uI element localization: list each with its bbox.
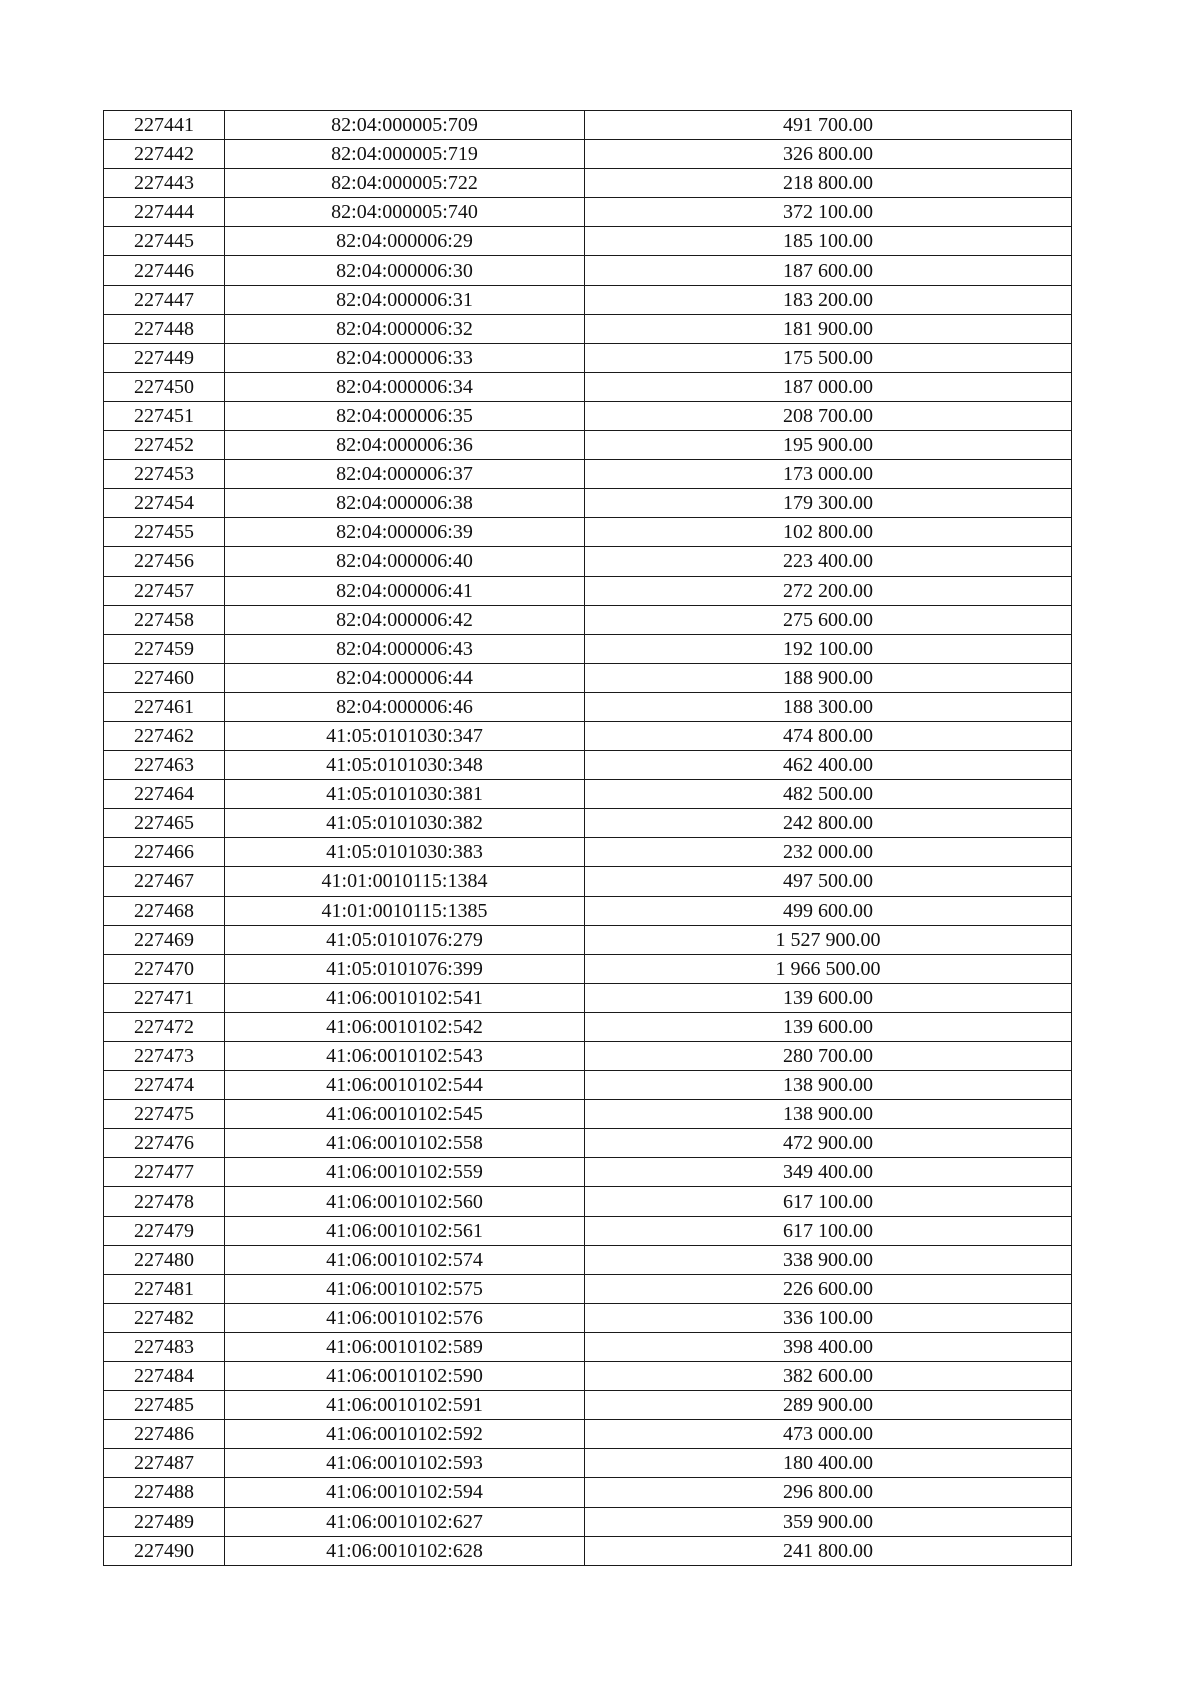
table-row	[104, 634, 1072, 663]
table-row	[104, 1012, 1072, 1041]
row-number-cell: 227456	[104, 547, 225, 576]
row-number-cell: 227472	[104, 1012, 225, 1041]
table-row	[104, 489, 1072, 518]
row-number-cell: 227459	[104, 634, 225, 663]
row-number-cell: 227470	[104, 954, 225, 983]
row-number-cell: 227489	[104, 1507, 225, 1536]
table-row	[104, 1420, 1072, 1449]
row-number-cell: 227458	[104, 605, 225, 634]
row-number-cell: 227477	[104, 1158, 225, 1187]
row-number-cell: 227481	[104, 1274, 225, 1303]
value-cell: 272 200.00	[585, 576, 1072, 605]
row-number-cell: 227479	[104, 1216, 225, 1245]
value-cell: 208 700.00	[585, 401, 1072, 430]
table-row	[104, 431, 1072, 460]
value-cell: 472 900.00	[585, 1129, 1072, 1158]
cadastral-number-cell: 41:06:0010102:561	[225, 1216, 585, 1245]
row-number-cell: 227448	[104, 314, 225, 343]
table-body	[104, 111, 1072, 1566]
cadastral-number-cell: 41:05:0101030:381	[225, 780, 585, 809]
cadastral-number-cell: 82:04:000006:46	[225, 692, 585, 721]
value-cell: 185 100.00	[585, 227, 1072, 256]
cadastral-number-cell: 41:06:0010102:628	[225, 1536, 585, 1565]
cadastral-number-cell: 41:06:0010102:542	[225, 1012, 585, 1041]
row-number-cell: 227480	[104, 1245, 225, 1274]
row-number-cell: 227476	[104, 1129, 225, 1158]
cadastral-number-cell: 82:04:000006:29	[225, 227, 585, 256]
table-row	[104, 809, 1072, 838]
cadastral-number-cell: 82:04:000005:709	[225, 111, 585, 140]
cadastral-number-cell: 82:04:000005:719	[225, 140, 585, 169]
row-number-cell: 227445	[104, 227, 225, 256]
value-cell: 241 800.00	[585, 1536, 1072, 1565]
value-cell: 491 700.00	[585, 111, 1072, 140]
data-table	[103, 110, 1072, 1566]
table-row	[104, 111, 1072, 140]
row-number-cell: 227463	[104, 751, 225, 780]
row-number-cell: 227478	[104, 1187, 225, 1216]
table-row	[104, 1071, 1072, 1100]
table-row	[104, 1245, 1072, 1274]
value-cell: 1 527 900.00	[585, 925, 1072, 954]
table-row	[104, 1332, 1072, 1361]
value-cell: 398 400.00	[585, 1332, 1072, 1361]
table-row	[104, 198, 1072, 227]
row-number-cell: 227474	[104, 1071, 225, 1100]
value-cell: 372 100.00	[585, 198, 1072, 227]
value-cell: 192 100.00	[585, 634, 1072, 663]
row-number-cell: 227482	[104, 1303, 225, 1332]
value-cell: 482 500.00	[585, 780, 1072, 809]
row-number-cell: 227455	[104, 518, 225, 547]
value-cell: 359 900.00	[585, 1507, 1072, 1536]
row-number-cell: 227487	[104, 1449, 225, 1478]
table-row	[104, 1303, 1072, 1332]
cadastral-number-cell: 82:04:000005:722	[225, 169, 585, 198]
value-cell: 218 800.00	[585, 169, 1072, 198]
value-cell: 242 800.00	[585, 809, 1072, 838]
table-row	[104, 1274, 1072, 1303]
row-number-cell: 227462	[104, 721, 225, 750]
cadastral-number-cell: 82:04:000006:34	[225, 372, 585, 401]
value-cell: 326 800.00	[585, 140, 1072, 169]
row-number-cell: 227468	[104, 896, 225, 925]
row-number-cell: 227443	[104, 169, 225, 198]
table-row	[104, 343, 1072, 372]
row-number-cell: 227469	[104, 925, 225, 954]
cadastral-number-cell: 41:06:0010102:560	[225, 1187, 585, 1216]
value-cell: 138 900.00	[585, 1100, 1072, 1129]
table-row	[104, 1216, 1072, 1245]
table-row	[104, 227, 1072, 256]
table-row	[104, 1100, 1072, 1129]
cadastral-number-cell: 82:04:000006:32	[225, 314, 585, 343]
table-row	[104, 1391, 1072, 1420]
table-row	[104, 460, 1072, 489]
row-number-cell: 227488	[104, 1478, 225, 1507]
cadastral-number-cell: 82:04:000006:41	[225, 576, 585, 605]
table-row	[104, 954, 1072, 983]
cadastral-number-cell: 41:06:0010102:594	[225, 1478, 585, 1507]
value-cell: 289 900.00	[585, 1391, 1072, 1420]
row-number-cell: 227441	[104, 111, 225, 140]
cadastral-number-cell: 41:05:0101030:348	[225, 751, 585, 780]
table-row	[104, 140, 1072, 169]
value-cell: 232 000.00	[585, 838, 1072, 867]
table-row	[104, 1187, 1072, 1216]
cadastral-number-cell: 82:04:000006:40	[225, 547, 585, 576]
value-cell: 499 600.00	[585, 896, 1072, 925]
row-number-cell: 227486	[104, 1420, 225, 1449]
value-cell: 183 200.00	[585, 285, 1072, 314]
cadastral-number-cell: 82:04:000005:740	[225, 198, 585, 227]
row-number-cell: 227461	[104, 692, 225, 721]
cadastral-number-cell: 41:05:0101030:347	[225, 721, 585, 750]
table-row	[104, 1449, 1072, 1478]
row-number-cell: 227460	[104, 663, 225, 692]
cadastral-number-cell: 41:06:0010102:627	[225, 1507, 585, 1536]
value-cell: 497 500.00	[585, 867, 1072, 896]
cadastral-number-cell: 82:04:000006:31	[225, 285, 585, 314]
row-number-cell: 227442	[104, 140, 225, 169]
table-row	[104, 605, 1072, 634]
table-row	[104, 1042, 1072, 1071]
table-row	[104, 692, 1072, 721]
cadastral-number-cell: 41:01:0010115:1385	[225, 896, 585, 925]
table-row	[104, 256, 1072, 285]
table-row	[104, 285, 1072, 314]
value-cell: 173 000.00	[585, 460, 1072, 489]
value-cell: 1 966 500.00	[585, 954, 1072, 983]
cadastral-number-cell: 82:04:000006:30	[225, 256, 585, 285]
value-cell: 617 100.00	[585, 1216, 1072, 1245]
row-number-cell: 227467	[104, 867, 225, 896]
cadastral-number-cell: 41:05:0101030:382	[225, 809, 585, 838]
table-row	[104, 721, 1072, 750]
cadastral-number-cell: 41:06:0010102:589	[225, 1332, 585, 1361]
table-row	[104, 925, 1072, 954]
row-number-cell: 227452	[104, 431, 225, 460]
cadastral-number-cell: 41:06:0010102:544	[225, 1071, 585, 1100]
cadastral-number-cell: 41:06:0010102:558	[225, 1129, 585, 1158]
value-cell: 223 400.00	[585, 547, 1072, 576]
row-number-cell: 227457	[104, 576, 225, 605]
row-number-cell: 227451	[104, 401, 225, 430]
row-number-cell: 227465	[104, 809, 225, 838]
cadastral-number-cell: 82:04:000006:36	[225, 431, 585, 460]
row-number-cell: 227447	[104, 285, 225, 314]
value-cell: 139 600.00	[585, 1012, 1072, 1041]
row-number-cell: 227454	[104, 489, 225, 518]
value-cell: 102 800.00	[585, 518, 1072, 547]
value-cell: 349 400.00	[585, 1158, 1072, 1187]
value-cell: 180 400.00	[585, 1449, 1072, 1478]
row-number-cell: 227444	[104, 198, 225, 227]
table-row	[104, 518, 1072, 547]
value-cell: 139 600.00	[585, 983, 1072, 1012]
cadastral-number-cell: 82:04:000006:35	[225, 401, 585, 430]
table-row	[104, 867, 1072, 896]
value-cell: 336 100.00	[585, 1303, 1072, 1332]
cadastral-number-cell: 82:04:000006:43	[225, 634, 585, 663]
value-cell: 188 900.00	[585, 663, 1072, 692]
table-row	[104, 983, 1072, 1012]
cadastral-number-cell: 41:06:0010102:575	[225, 1274, 585, 1303]
cadastral-number-cell: 41:06:0010102:574	[225, 1245, 585, 1274]
cadastral-number-cell: 41:06:0010102:559	[225, 1158, 585, 1187]
row-number-cell: 227464	[104, 780, 225, 809]
cadastral-number-cell: 41:06:0010102:593	[225, 1449, 585, 1478]
row-number-cell: 227471	[104, 983, 225, 1012]
table-row	[104, 169, 1072, 198]
value-cell: 188 300.00	[585, 692, 1072, 721]
cadastral-number-cell: 41:06:0010102:545	[225, 1100, 585, 1129]
value-cell: 195 900.00	[585, 431, 1072, 460]
cadastral-number-cell: 82:04:000006:37	[225, 460, 585, 489]
table-row	[104, 576, 1072, 605]
table-row	[104, 1536, 1072, 1565]
value-cell: 187 000.00	[585, 372, 1072, 401]
table-row	[104, 838, 1072, 867]
row-number-cell: 227446	[104, 256, 225, 285]
table-row	[104, 896, 1072, 925]
row-number-cell: 227466	[104, 838, 225, 867]
value-cell: 187 600.00	[585, 256, 1072, 285]
row-number-cell: 227473	[104, 1042, 225, 1071]
value-cell: 473 000.00	[585, 1420, 1072, 1449]
table-row	[104, 1478, 1072, 1507]
cadastral-number-cell: 82:04:000006:44	[225, 663, 585, 692]
cadastral-number-cell: 41:06:0010102:576	[225, 1303, 585, 1332]
value-cell: 275 600.00	[585, 605, 1072, 634]
cadastral-number-cell: 41:05:0101030:383	[225, 838, 585, 867]
cadastral-number-cell: 82:04:000006:33	[225, 343, 585, 372]
cadastral-number-cell: 82:04:000006:39	[225, 518, 585, 547]
row-number-cell: 227475	[104, 1100, 225, 1129]
table-row	[104, 372, 1072, 401]
cadastral-number-cell: 41:05:0101076:279	[225, 925, 585, 954]
cadastral-number-cell: 82:04:000006:42	[225, 605, 585, 634]
row-number-cell: 227483	[104, 1332, 225, 1361]
table-row	[104, 751, 1072, 780]
cadastral-number-cell: 41:01:0010115:1384	[225, 867, 585, 896]
value-cell: 338 900.00	[585, 1245, 1072, 1274]
row-number-cell: 227490	[104, 1536, 225, 1565]
cadastral-number-cell: 82:04:000006:38	[225, 489, 585, 518]
value-cell: 179 300.00	[585, 489, 1072, 518]
row-number-cell: 227449	[104, 343, 225, 372]
table-row	[104, 1158, 1072, 1187]
cadastral-number-cell: 41:06:0010102:541	[225, 983, 585, 1012]
cadastral-number-cell: 41:06:0010102:592	[225, 1420, 585, 1449]
value-cell: 474 800.00	[585, 721, 1072, 750]
row-number-cell: 227450	[104, 372, 225, 401]
value-cell: 138 900.00	[585, 1071, 1072, 1100]
table-row	[104, 1362, 1072, 1391]
value-cell: 462 400.00	[585, 751, 1072, 780]
value-cell: 296 800.00	[585, 1478, 1072, 1507]
table-row	[104, 1507, 1072, 1536]
value-cell: 226 600.00	[585, 1274, 1072, 1303]
row-number-cell: 227485	[104, 1391, 225, 1420]
value-cell: 181 900.00	[585, 314, 1072, 343]
row-number-cell: 227453	[104, 460, 225, 489]
table-row	[104, 1129, 1072, 1158]
value-cell: 280 700.00	[585, 1042, 1072, 1071]
table-row	[104, 401, 1072, 430]
value-cell: 175 500.00	[585, 343, 1072, 372]
table-row	[104, 547, 1072, 576]
table-row	[104, 314, 1072, 343]
table-row	[104, 663, 1072, 692]
cadastral-number-cell: 41:06:0010102:543	[225, 1042, 585, 1071]
row-number-cell: 227484	[104, 1362, 225, 1391]
value-cell: 382 600.00	[585, 1362, 1072, 1391]
cadastral-number-cell: 41:05:0101076:399	[225, 954, 585, 983]
cadastral-number-cell: 41:06:0010102:591	[225, 1391, 585, 1420]
table-row	[104, 780, 1072, 809]
cadastral-number-cell: 41:06:0010102:590	[225, 1362, 585, 1391]
value-cell: 617 100.00	[585, 1187, 1072, 1216]
